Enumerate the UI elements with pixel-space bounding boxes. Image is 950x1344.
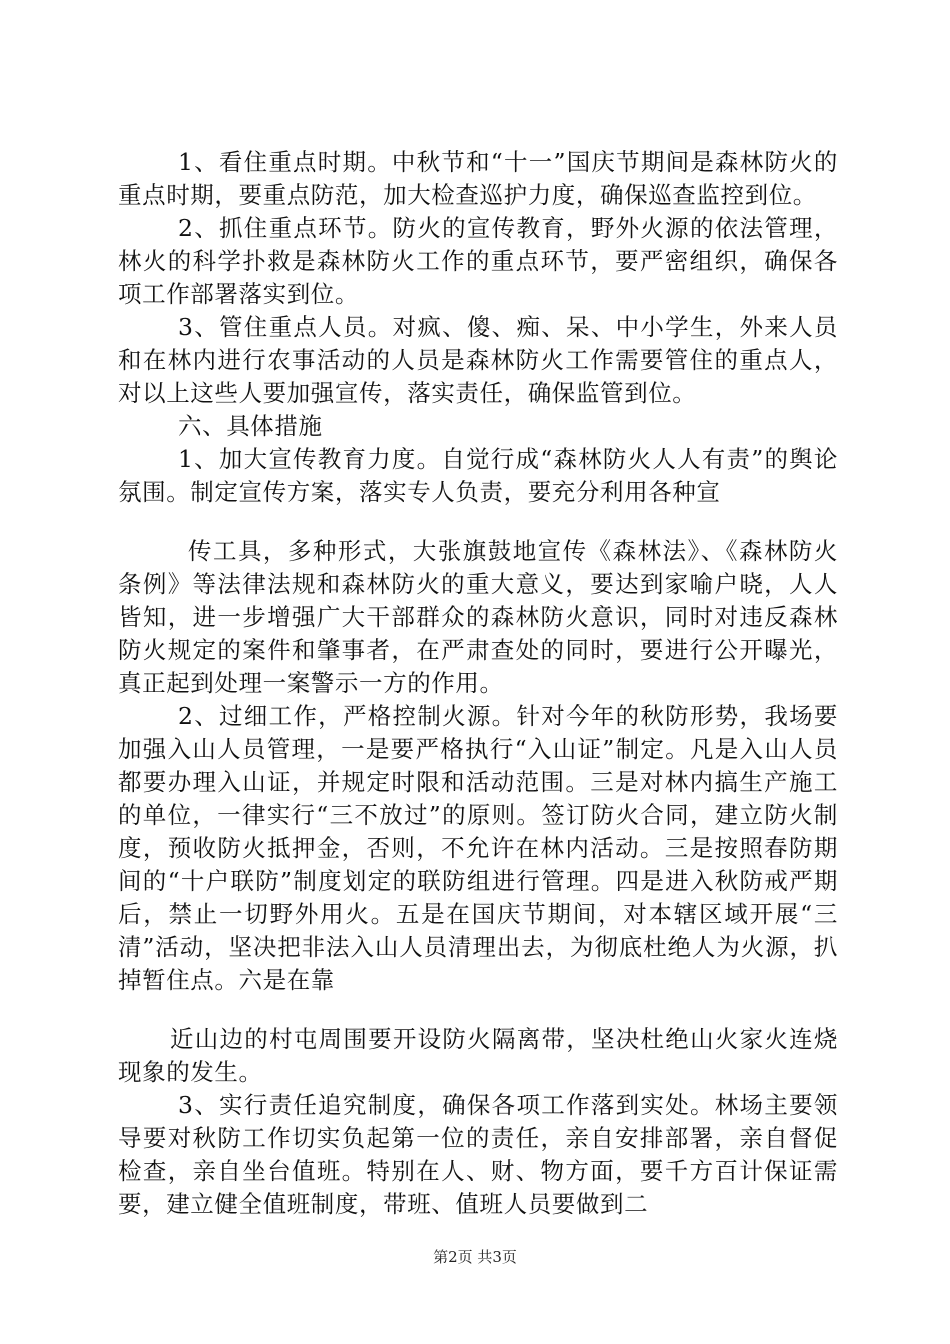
paragraph-fire-source-continued: 近山边的村屯周围要开设防火隔离带，坚决杜绝山火家火连烧现象的发生。 — [118, 1025, 838, 1086]
paragraph-key-link: 2、抓住重点环节。防火的宣传教育，野外火源的依法管理，林火的科学扑救是森林防火工作的重点环节，要严密组织，确保各项工作部署落实到位。 — [118, 214, 838, 308]
page-footer: 第2页 共3页 — [433, 1248, 517, 1266]
paragraph-responsibility: 3、实行责任追究制度，确保各项工作落到实处。林场主要领导要对秋防工作切实负起第一位的责任，亲自安排部署，亲自督促检查，亲自坐台值班。特别在人、财、物方面，要千方百计保证需要，建立健全值班制度，带班、值班人员要做到二 — [118, 1091, 838, 1218]
paragraph-publicity-continued: 传工具，多种形式，大张旗鼓地宣传《森林法》、《森林防火条例》等法律法规和森林防火的重大意义，要达到家喻户晓，人人皆知，进一步增强广大干部群众的森林防火意识，同时对违反森林防火规定的案件和肇事者，在严肃查处的同时，要进行公开曝光，真正起到处理一案警示一方的作用。 — [118, 537, 838, 697]
paragraph-publicity: 1、加大宣传教育力度。自觉行成“森林防火人人有责”的舆论氛围。制定宣传方案，落实专人负责，要充分利用各种宣 — [118, 445, 838, 506]
paragraph-fire-source-control: 2、过细工作，严格控制火源。针对今年的秋防形势，我场要加强入山人员管理，一是要严格执行“入山证”制定。凡是入山人员都要办理入山证，并规定时限和活动范围。三是对林内搞生产施工的单位，一律实行“三不放过”的原则。签订防火合同，建立防火制度，预收防火抵押金，否则，不允许在林内活动。三是按照春防期间的“十户联防”制度划定的联防组进行管理。四是进入秋防戒严期后，禁止一切野外用火。五是在国庆节期间，对本辖区域开展“三清”活动，坚决把非法入山人员清理出去，为彻底杜绝人为火源，扒掉暂住点。六是在靠 — [118, 702, 838, 994]
section-heading-measures: 六、具体措施 — [178, 412, 323, 440]
paragraph-gap — [118, 997, 838, 1023]
document-body — [118, 146, 838, 1221]
paragraph-gap — [118, 509, 838, 535]
paragraph-key-personnel: 3、管住重点人员。对疯、傻、痴、呆、中小学生，外来人员和在林内进行农事活动的人员是森林防火工作需要管住的重点人，对以上这些人要加强宣传，落实责任，确保监管到位。 — [118, 313, 838, 407]
paragraph-key-period: 1、看住重点时期。中秋节和“十一”国庆节期间是森林防火的重点时期，要重点防范，加大检查巡护力度，确保巡查监控到位。 — [118, 148, 838, 209]
